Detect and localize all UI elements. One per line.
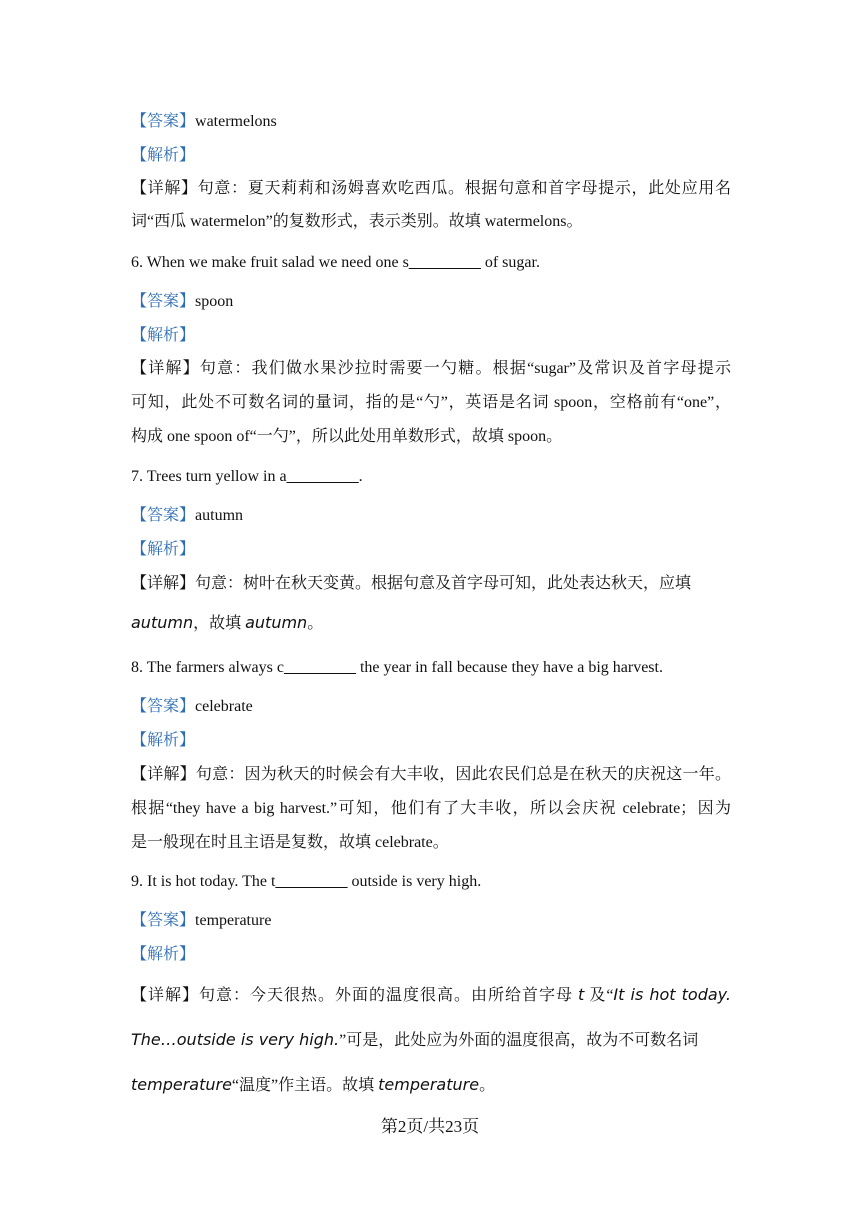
q6-detail-line-2: [131, 392, 731, 414]
q7-detail-line-1: [131, 573, 731, 595]
q7-blank: _________: [286, 468, 359, 485]
q5-answer: watermelons: [195, 113, 277, 130]
q6-answer-line: [131, 291, 731, 313]
q7-detail-word-1: autumn: [131, 613, 194, 632]
q9-detail-end: 。: [479, 1077, 496, 1094]
q7-detail-end: 。: [307, 615, 324, 632]
analysis-label: 【解析】: [131, 147, 196, 164]
q7-detail-line-2: [131, 612, 731, 635]
q9-analysis-line: [131, 944, 731, 966]
q9-question: [131, 871, 731, 893]
q6-analysis-line: [131, 325, 731, 347]
q8-question-pre: The farmers always c: [146, 659, 284, 676]
q7-detail-word-2: autumn: [245, 613, 308, 632]
analysis-label: 【解析】: [131, 732, 196, 749]
q6-detail-text-3: 构成 one spoon of“一勺”，所以此处用单数形式，故填 spoon。: [131, 428, 563, 445]
q9-question-pre: It is hot today. The t: [147, 873, 276, 890]
q5-detail-line-2: [131, 211, 731, 233]
q8-detail-line-1: [131, 764, 731, 786]
q5-analysis-line: [131, 145, 731, 167]
q9-detail-word-2: temperature: [378, 1075, 480, 1094]
q6-detail-line-3: [131, 426, 731, 448]
q7-answer-line: [131, 505, 731, 527]
q7-question-post: .: [358, 468, 363, 485]
q8-blank: _________: [283, 659, 356, 676]
q7-answer: autumn: [195, 507, 244, 524]
q8-answer: celebrate: [195, 698, 253, 715]
detail-label: 【详解】: [131, 575, 196, 592]
q6-detail-text-2: 可知，此处不可数名词的量词，指的是“勺”，英语是名词 spoon，空格前有“one”，: [131, 394, 731, 411]
q6-detail-line-1: [131, 358, 731, 380]
q7-question: [131, 466, 731, 488]
q7-analysis-line: [131, 539, 731, 561]
q9-detail-mid-2: “温度”作主语。故填: [231, 1077, 379, 1094]
q9-detail-letter: t: [578, 985, 585, 1004]
q6-blank: _________: [408, 254, 481, 271]
q9-question-post: outside is very high.: [347, 873, 482, 890]
q8-detail-text-3: 是一般现在时且主语是复数，故填 celebrate。: [131, 834, 449, 851]
detail-label: 【详解】: [131, 766, 196, 783]
q5-detail-text-1: 句意：夏天莉莉和汤姆喜欢吃西瓜。根据句意和首字母提示，此处应用名: [197, 180, 731, 197]
q9-detail-line-3: [131, 1074, 731, 1097]
q8-detail-line-3: [131, 832, 731, 854]
q9-detail-post: ”可是，此处应为外面的温度很高，故为不可数名词: [339, 1032, 699, 1049]
q8-answer-line: [131, 696, 731, 718]
page-footer: 第2页/共23页: [380, 1117, 480, 1136]
q8-number: 8.: [131, 659, 143, 676]
q7-number: 7.: [131, 468, 143, 485]
q6-question: [131, 252, 731, 274]
q6-detail-text-1: 句意：我们做水果沙拉时需要一勺糖。根据“sugar”及常识及首字母提示: [199, 360, 731, 377]
answer-label: 【答案】: [131, 698, 196, 715]
q8-detail-text-2: 根据“they have a big harvest.”可知，他们有了大丰收，所以会庆祝 celebrate；因为: [131, 800, 731, 817]
q8-detail-line-2: [131, 798, 731, 820]
q7-question-pre: Trees turn yellow in a: [146, 468, 287, 485]
q9-detail-word-1: temperature: [131, 1075, 232, 1094]
q9-answer: temperature: [195, 912, 272, 929]
q9-blank: _________: [275, 873, 348, 890]
analysis-label: 【解析】: [131, 327, 196, 344]
q5-answer-line: [131, 111, 731, 133]
q8-analysis-line: [131, 730, 731, 752]
q7-detail-text-1: 句意：树叶在秋天变黄。根据句意及首字母可知，此处表达秋天，应填: [195, 575, 692, 592]
detail-label: 【详解】: [131, 987, 200, 1004]
q9-detail-mid: 及“: [584, 987, 614, 1004]
q6-question-post: of sugar.: [480, 254, 540, 271]
analysis-label: 【解析】: [131, 541, 196, 558]
answer-label: 【答案】: [131, 507, 196, 524]
q6-question-pre: When we make fruit salad we need one s: [146, 254, 409, 271]
q9-number: 9.: [131, 873, 143, 890]
q9-detail-line-1: [131, 984, 731, 1007]
answer-label: 【答案】: [131, 293, 196, 310]
q9-detail-pre: 句意：今天很热。外面的温度很高。由所给首字母: [199, 987, 579, 1004]
answer-label: 【答案】: [131, 912, 196, 929]
q5-detail-line-1: [131, 178, 731, 200]
q9-answer-line: [131, 910, 731, 932]
detail-label: 【详解】: [131, 180, 198, 197]
q8-question: [131, 657, 731, 679]
q9-detail-line-2: [131, 1029, 731, 1052]
q9-detail-quote-2: The…outside is very high.: [131, 1030, 340, 1049]
q8-question-post: the year in fall because they have a big harvest.: [355, 659, 663, 676]
q6-number: 6.: [131, 254, 143, 271]
q8-detail-text-1: 句意：因为秋天的时候会有大丰收，因此农民们总是在秋天的庆祝这一年。: [195, 766, 731, 783]
answer-label: 【答案】: [131, 113, 196, 130]
analysis-label: 【解析】: [131, 946, 196, 963]
q7-detail-mid: ，故填: [193, 615, 246, 632]
q6-answer: spoon: [195, 293, 234, 310]
q5-detail-text-2: 词“西瓜 watermelon”的复数形式，表示类别。故填 watermelons。: [131, 213, 583, 230]
detail-label: 【详解】: [131, 360, 200, 377]
q9-detail-quote-1: It is hot today.: [613, 985, 731, 1004]
